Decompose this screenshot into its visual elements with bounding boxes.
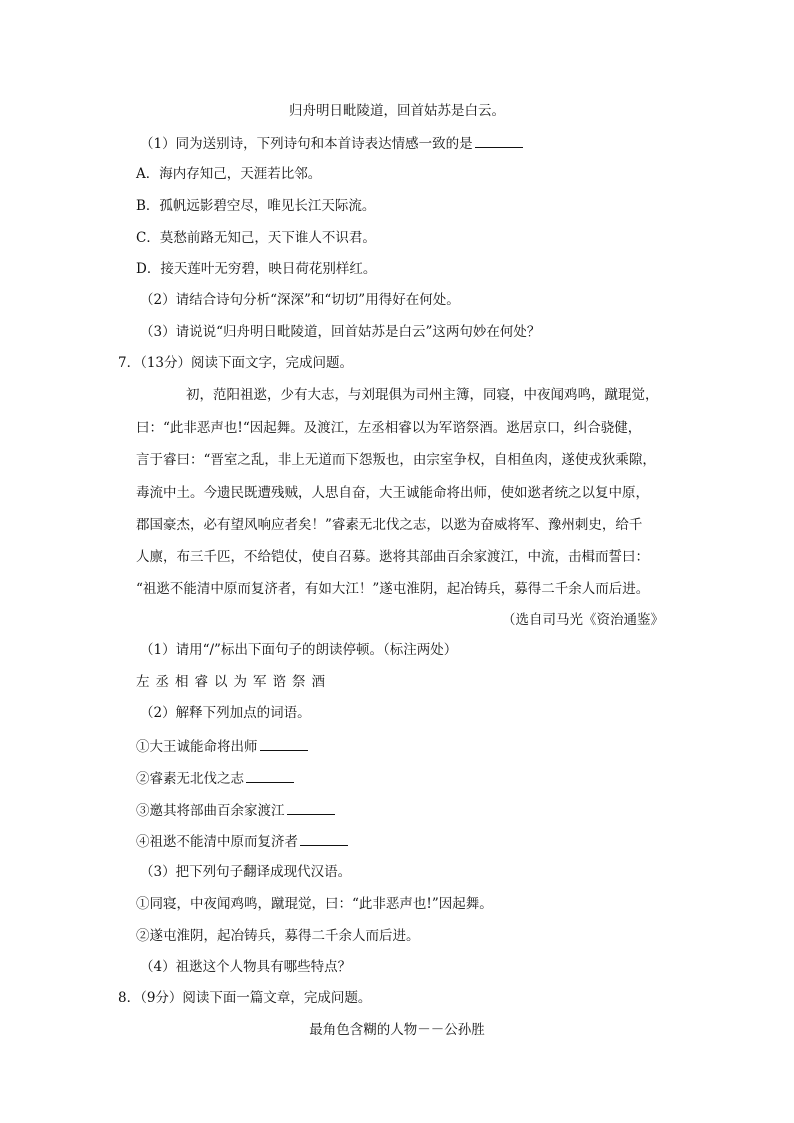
passage-line: 郡国豪杰，必有望风响应者矣！”睿素无北伐之志，以逖为奋威将军、豫州刺史，给千 xyxy=(136,517,643,533)
answer-blank xyxy=(475,133,523,148)
q8-title: 最角色含糊的人物－－公孙胜 xyxy=(309,1022,485,1038)
option-c: C．莫愁前路无知己，天下谁人不识君。 xyxy=(136,230,376,246)
passage-line: 人廪，布三千匹，不给铠仗，使自召募。逖将其部曲百余家渡江，中流，击楫而誓曰： xyxy=(136,549,649,565)
answer-blank xyxy=(300,831,348,846)
q7-sub1: （1）请用“/”标出下面句子的朗读停顿。（标注两处） xyxy=(140,642,458,658)
word-item xyxy=(136,736,308,757)
word-text: ①大王诚能命将出师 xyxy=(136,739,258,755)
poem-last-line: 归舟明日毗陵道，回首姑苏是白云。 xyxy=(289,103,505,119)
q7-heading: 7．（13分）阅读下面文字，完成问题。 xyxy=(118,355,354,371)
q7-sub4: （4）祖逖这个人物具有哪些特点？ xyxy=(140,959,352,975)
q6-sub3: （3）请说说“归舟明日毗陵道，回首姑苏是白云”这两句妙在何处？ xyxy=(140,324,541,340)
option-d: D．接天莲叶无穷碧，映日荷花别样红。 xyxy=(136,261,377,277)
q6-sub1 xyxy=(140,133,523,154)
passage-source: （选自司马光《资治通鉴》 xyxy=(502,612,664,628)
passage-line: 曰：“此非恶声也!“因起舞。及渡江，左丞相睿以为军谘祭酒。逖居京口，纠合骁健， xyxy=(136,420,642,436)
word-item xyxy=(136,800,335,821)
answer-blank xyxy=(287,800,335,815)
q6-sub2: （2）请结合诗句分析“深深”和“切切”用得好在何处。 xyxy=(140,292,460,308)
passage-line: “祖逖不能清中原而复济者，有如大江！”遂屯淮阴，起冶铸兵，募得二千余人而后进。 xyxy=(136,581,650,597)
translate-item: ②遂屯淮阴，起冶铸兵，募得二千余人而后进。 xyxy=(136,928,420,944)
word-text: ②睿素无北伐之志 xyxy=(136,771,244,787)
option-a: A．海内存知己，天涯若比邻。 xyxy=(136,166,322,182)
word-text: ④祖逖不能清中原而复济者 xyxy=(136,834,298,850)
q7-sub2: （2）解释下列加点的词语。 xyxy=(140,705,311,721)
q6-sub1-text: （1）同为送别诗，下列诗句和本首诗表达情感一致的是 xyxy=(140,136,473,152)
q8-heading: 8．（9分）阅读下面一篇文章，完成问题。 xyxy=(118,990,372,1006)
word-text: ③邀其将部曲百余家渡江 xyxy=(136,803,285,819)
option-b: B．孤帆远影碧空尽，唯见长江天际流。 xyxy=(136,198,376,214)
answer-blank xyxy=(246,768,294,783)
pause-sentence: 左丞相睿以为军谘祭酒 xyxy=(136,674,331,690)
passage-line: 毒流中土。今遗民既遭残贼，人思自奋，大王诚能命将出师，使如逖者统之以复中原， xyxy=(136,485,649,501)
word-item xyxy=(136,768,294,789)
q7-sub3: （3）把下列句子翻译成现代汉语。 xyxy=(140,864,352,880)
passage-line: 初，范阳祖逖，少有大志，与刘琨俱为司州主簿，同寝，中夜闻鸡鸣，蹴琨觉， xyxy=(186,387,659,403)
word-item xyxy=(136,831,348,852)
answer-blank xyxy=(260,736,308,751)
translate-item: ①同寝，中夜闻鸡鸣，蹴琨觉，曰：“此非恶声也!”因起舞。 xyxy=(136,896,493,912)
passage-line: 言于睿曰：“晋室之乱，非上无道而下怨叛也，由宗室争权，自相鱼肉，遂使戎狄乘隙， xyxy=(136,452,656,468)
